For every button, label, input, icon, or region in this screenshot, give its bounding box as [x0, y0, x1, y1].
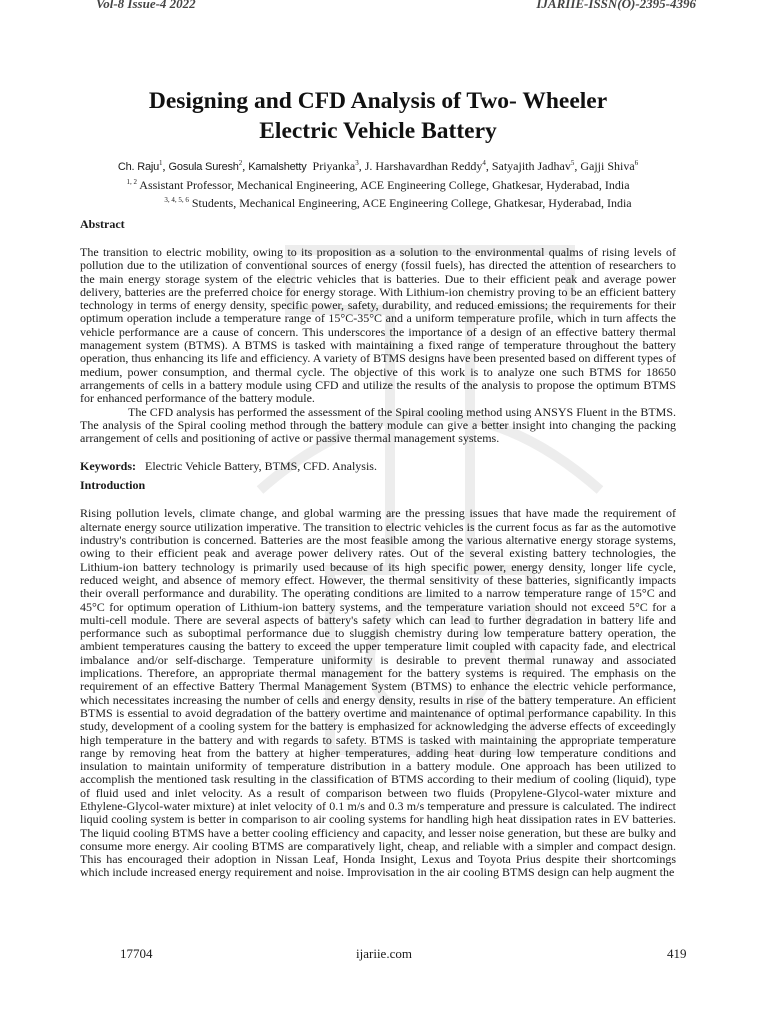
affiliation-1-text: Assistant Professor, Mechanical Engineering, ACE Engineering College, Ghatkesar, Hyderabad, India — [139, 178, 630, 192]
author-7-sup: 6 — [634, 159, 639, 167]
author-2: Gosula Suresh — [168, 161, 239, 173]
affiliation-2 — [80, 193, 676, 211]
title-line-2: Electric Vehicle Battery — [259, 118, 497, 144]
journal-website: ijariie.com — [356, 946, 412, 961]
author-6-sup: 5 — [570, 159, 575, 167]
journal-issn: IJARIIE-ISSN(O)-2395-4396 — [536, 0, 696, 11]
paper-body — [80, 86, 676, 880]
abstract-heading: Abstract — [80, 217, 125, 231]
introduction-heading: Introduction — [80, 478, 146, 493]
affiliation-2-text: Students, Mechanical Engineering, ACE Engineering College, Ghatkesar, Hyderabad, India — [191, 196, 632, 210]
abstract-paragraph-2: The CFD analysis has performed the assessment of the Spiral cooling method using ANSYS Fluent in the BTMS. The analysis of the Spiral cooling method through the battery module can give a better insight into changing the packing arrangement of cells and positioning of active or passive thermal management systems. — [80, 404, 676, 446]
affiliation-1-sup: 1, 2 — [126, 178, 137, 186]
keywords-text: Electric Vehicle Battery, BTMS, CFD. Analysis. — [145, 459, 377, 474]
author-1: Ch. Raju — [117, 161, 160, 173]
journal-volume: Vol-8 Issue-4 2022 — [96, 0, 196, 11]
abstract-paragraph-1: The transition to electric mobility, owing to its proposition as a solution to the environmental qualms of rising levels of pollution due to the utilization of conventional sources of energy (fossil fuels), has directed the attention of researchers to the main energy storage system of the electric vehicles that is batteries. Due to their efficient peak and average power delivery, batteries are the preferred choice for energy storage. With Lithium-ion chemistry proving to be an efficient battery technology in terms of energy density, specific power, safety, durability, and reduced emissions; the requirements for their optimum operation include a temperature range of 15°C-35°C and a uniform temperature profile, which in turn affects the vehicle performance are a cause of concern. This underscores the importance of a design of an effective battery thermal management system (BTMS). A BTMS is tasked with maintaining a fixed range of temperature throughout the battery operation, thus enhancing its life and efficiency. A variety of BTMS designs have been presented based on different types of medium, power consumption, and thermal cycle. The objective of this work is to analyze one such BTMS for 18650 arrangements of cells in a battery module using CFD and utilize the results of the analysis to propose the optimum BTMS for enhanced performance of the battery module. — [80, 245, 676, 406]
keywords-label: Keywords: — [80, 459, 136, 474]
keywords-line — [80, 459, 676, 474]
title-line-1: Designing and CFD Analysis of Two- Wheeler — [148, 88, 608, 114]
paper-id: 17704 — [120, 946, 153, 961]
author-3: Kamalshetty — [248, 161, 307, 173]
running-header — [0, 0, 768, 14]
page-number: 419 — [667, 946, 687, 961]
author-5-sup: 4 — [482, 159, 486, 167]
author-5: J. Harshavardhan Reddy — [364, 159, 483, 173]
author-list: Ch. Raju$^1$, Gosula Suresh$^2$, Kamalshetty Priyanka$^3$, J. Harshavardhan Reddy$^4$, Satyajith Jadhav$^5$, Gajji Shiva$^6$ — [117, 159, 639, 173]
author-7: Gajji Shiva — [580, 159, 635, 173]
author-4-sup: 3 — [355, 159, 359, 167]
introduction-paragraph: Rising pollution levels, climate change, and global warming are the pressing issues that have made the requirement of alternate energy source utilization imperative. The transition to electric vehicles is the current focus as far as the automotive industry's contribution is concerned. Batteries are the most feasible among the various alternative energy storage systems, owing to their efficient peak and average power delivery rates. Out of the several existing battery technologies, the Lithium-ion battery technology is primarily used because of its high specific power, energy density, longer life cycle, reduced weight, and absence of memory effect. However, the thermal sensitivity of these batteries, significantly impacts their overall performance and durability. The operating conditions are limited to a narrow temperature range of 15°C and 45°C for optimum operation of Lithium-ion battery systems, and the temperature variation should not exceed 5°C for a multi-cell module. There are several aspects of battery's safety which can lead to further degradation in battery life and performance such as suboptimal performance due to sluggish chemistry during low temperature battery operation, the ambient temperatures causing the battery to exceed the upper temperature limit coupled with capacity fade, and electrical imbalance and/or self-discharge. Temperature uniformity is desirable to prevent thermal runaway and associated implications. Therefore, an appropriate thermal management for the battery systems is required. The emphasis on the requirement of an effective Battery Thermal Management System (BTMS) to enhance the electric vehicle performance, which necessitates increasing the number of cells and energy density, results in rise of the battery temperature. An efficient BTMS is essential to avoid degradation of the battery overtime and maintenance of optimal performance capability. In this study, development of a cooling system for the battery is emphasized for acknowledging the adverse effects of exceedingly high temperature in the battery and with regards to safety. BTMS is tasked with maintaining the appropriate temperature range by removing heat from the battery at higher temperatures, adding heat during low temperature conditions and insulation to maintain uniformity of temperature distribution in a battery module. One approach has been utilized to accomplish the mentioned task resulting in the classification of BTMS according to their medium of cooling (liquid), type of fluid used and inlet velocity. As a result of comparison between two fluids (Propylene-Glycol-water mixture and Ethylene-Glycol-water mixture) at inlet velocity of 0.1 m/s and 0.3 m/s temperature and pressure is calculated. The indirect liquid cooling system is better in comparison to air cooling systems for handling high heat dissipation rates in EV batteries. The liquid cooling BTMS have a better cooling efficiency and capacity, and lesser noise generation, but these are bulky and consume more energy. Air cooling BTMS are comparatively light, cheap, and reliable with a simpler and compact design. This has encouraged their adoption in Nissan Leaf, Honda Insight, Lexus and Toyota Prius despite their shortcomings which include increased energy requirement and noise. Improvisation in the air cooling BTMS design can help augment the — [80, 506, 676, 880]
paper-title — [80, 86, 676, 146]
affiliation-1 — [80, 175, 676, 193]
author-2-sup: 2 — [238, 159, 243, 167]
author-6: Satyajith Jadhav — [491, 159, 571, 173]
affiliation-2-sup: 3, 4, 5, 6 — [164, 196, 189, 204]
author-4: Priyanka — [312, 159, 356, 173]
author-1-sup: 1 — [159, 159, 163, 167]
